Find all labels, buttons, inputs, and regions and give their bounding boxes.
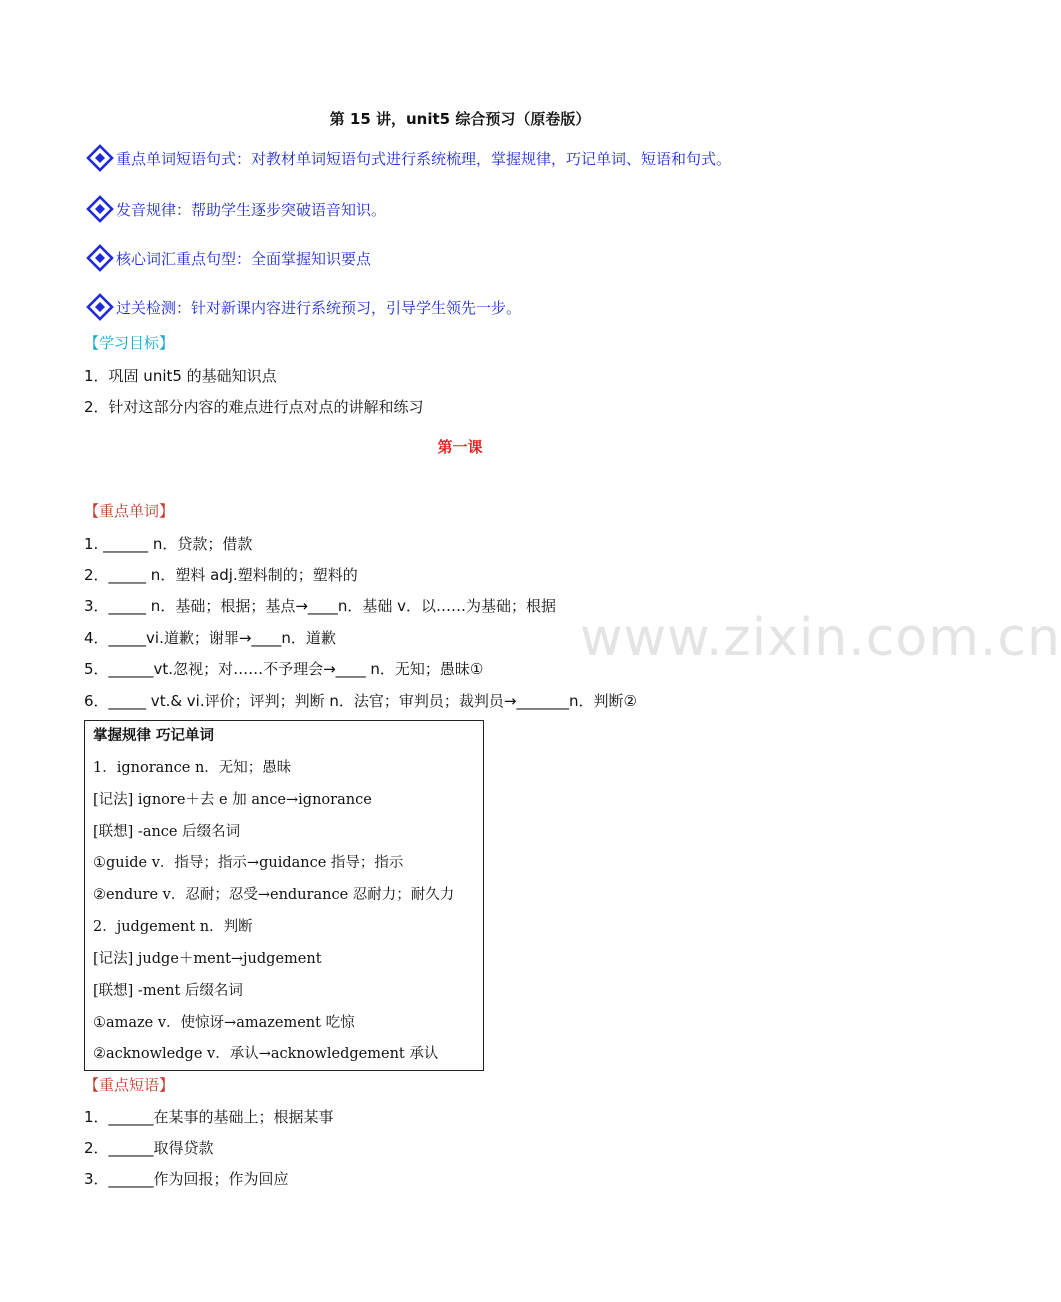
tips-row: 1．ignorance n．无知；愚昧 bbox=[93, 760, 292, 776]
document-title: 第 15 讲，unit5 综合预习（原卷版） bbox=[329, 110, 591, 128]
diamond-bullet-icon bbox=[86, 195, 114, 223]
goals-header: 【学习目标】 bbox=[84, 334, 175, 352]
tips-row: ①guide v．指导；指示→guidance 指导；指示 bbox=[93, 855, 404, 871]
intro-text: 重点单词短语句式：对教材单词短语句式进行系统梳理，掌握规律，巧记单词、短语和句式。 bbox=[116, 149, 732, 168]
diamond-bullet-icon bbox=[86, 244, 114, 272]
tips-row: [联想] -ment 后缀名词 bbox=[93, 983, 243, 999]
goal-item: 2．针对这部分内容的难点进行点对点的讲解和练习 bbox=[84, 398, 424, 416]
diamond-bullet-icon bbox=[86, 144, 114, 172]
tips-row: ①amaze v．使惊讶→amazement 吃惊 bbox=[93, 1015, 355, 1031]
phrase-item: 1．______在某事的基础上；根据某事 bbox=[84, 1108, 334, 1126]
tips-row: ②acknowledge v．承认→acknowledgement 承认 bbox=[93, 1046, 439, 1062]
word-item: 3．_____ n．基础；根据；基点→____n．基础 v．以……为基础；根据 bbox=[84, 597, 557, 615]
tips-heading: 掌握规律 巧记单词 bbox=[93, 728, 215, 744]
diamond-bullet-icon bbox=[86, 293, 114, 321]
memory-tips-box bbox=[84, 720, 484, 1071]
tips-row: [记法] judge＋ment→judgement bbox=[93, 951, 322, 967]
word-item: 6．_____ vt.& vi.评价；评判；判断 n．法官；审判员；裁判员→_______n．判断② bbox=[84, 692, 637, 710]
lesson-title: 第一课 bbox=[437, 438, 483, 456]
word-item: 5．______vt.忽视；对……不予理会→____ n．无知；愚昧① bbox=[84, 660, 484, 678]
watermark: www.zixin.com.cn bbox=[580, 608, 1061, 668]
word-item: 1. ______ n．贷款；借款 bbox=[84, 535, 253, 553]
intro-item bbox=[86, 195, 386, 223]
phrase-item: 3．______作为回报；作为回应 bbox=[84, 1170, 289, 1188]
intro-item bbox=[86, 293, 521, 321]
tips-row: [联想] -ance 后缀名词 bbox=[93, 824, 241, 840]
tips-row: [记法] ignore＋去 e 加 ance→ignorance bbox=[93, 792, 372, 808]
word-item: 2．_____ n．塑料 adj.塑料制的；塑料的 bbox=[84, 566, 358, 584]
goal-item: 1．巩固 unit5 的基础知识点 bbox=[84, 367, 277, 385]
intro-text: 发音规律：帮助学生逐步突破语音知识。 bbox=[116, 200, 387, 219]
tips-row: ②endure v．忍耐；忍受→endurance 忍耐力；耐久力 bbox=[93, 887, 455, 903]
intro-text: 过关检测：针对新课内容进行系统预习，引导学生领先一步。 bbox=[116, 298, 522, 317]
intro-item bbox=[86, 244, 371, 272]
words-header: 【重点单词】 bbox=[84, 502, 175, 520]
word-item: 4．_____vi.道歉；谢罪→____n．道歉 bbox=[84, 629, 336, 647]
phrases-header: 【重点短语】 bbox=[84, 1076, 175, 1094]
phrase-item: 2．______取得贷款 bbox=[84, 1139, 214, 1157]
intro-item bbox=[86, 144, 731, 172]
intro-text: 核心词汇重点句型：全面掌握知识要点 bbox=[116, 249, 372, 268]
tips-row: 2．judgement n．判断 bbox=[93, 919, 253, 935]
